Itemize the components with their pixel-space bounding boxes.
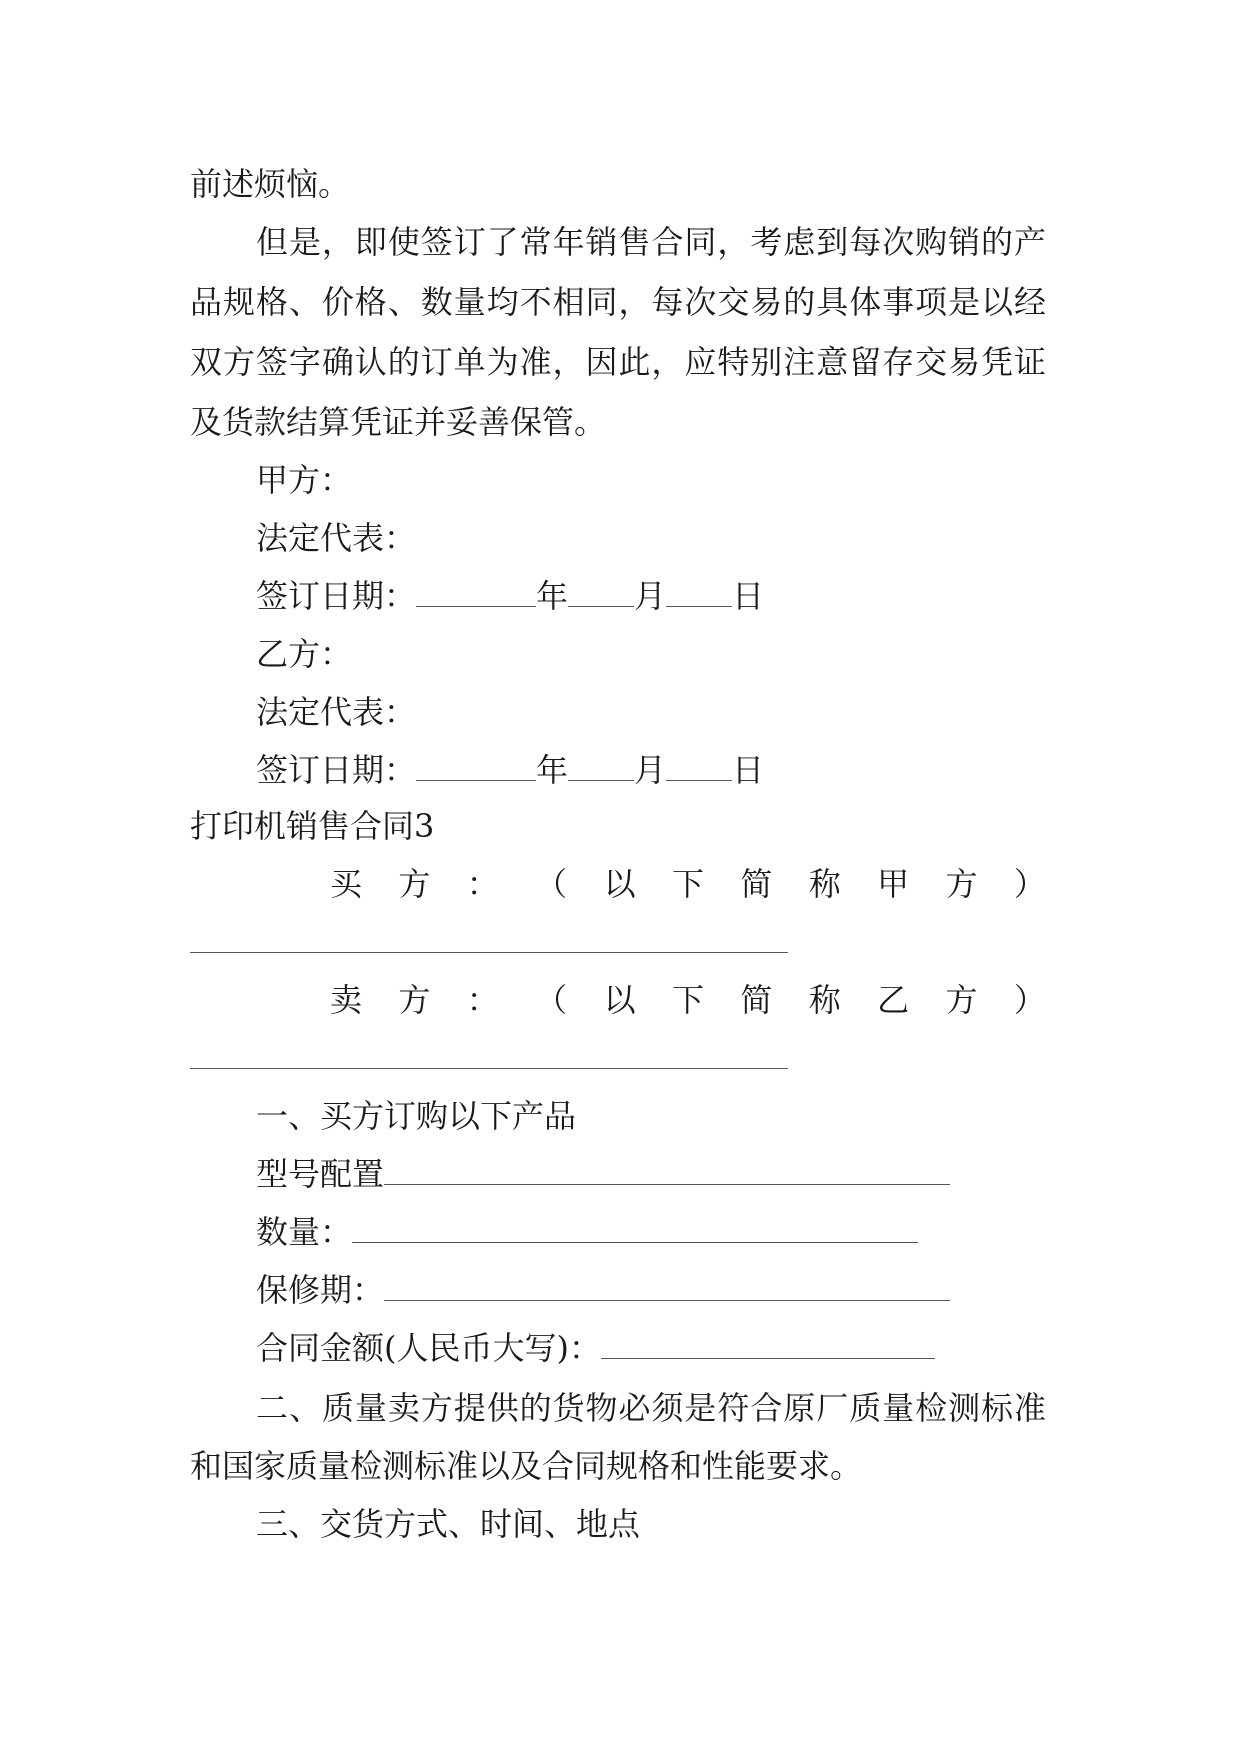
buyer-char: 方 [945,865,978,903]
warranty-blank [384,1270,950,1301]
buyer-char: 买 [330,865,363,903]
day-label: 日 [732,751,765,789]
seller-char: 方 [945,981,978,1019]
seller-char: 以 [603,981,636,1019]
amount-label: 合同金额(人民币大写)： [256,1329,601,1367]
day-blank [666,576,732,607]
quantity-label: 数量： [256,1213,353,1251]
seller-char: 卖 [330,981,363,1019]
month-label: 月 [634,751,667,789]
amount-line [256,1328,935,1368]
buyer-line [330,864,1046,904]
quantity-blank [352,1212,918,1243]
party-b-date-line [256,750,764,790]
buyer-char: ： [466,865,499,903]
section-2-line-2: 和国家质量检测标准以及合同规格和性能要求。 [190,1447,863,1485]
seller-char: 方 [398,981,431,1019]
year-label: 年 [536,577,569,615]
buyer-char: （ [535,865,568,903]
buyer-char: 以 [603,865,636,903]
year-label: 年 [536,751,569,789]
model-line [256,1154,950,1194]
seller-char: 简 [740,981,773,1019]
model-blank [384,1154,950,1185]
party-b-label: 乙方： [256,635,353,673]
date-label: 签订日期： [256,751,417,789]
seller-char: ： [466,981,499,1019]
buyer-char: 方 [398,865,431,903]
month-label: 月 [634,577,667,615]
seller-char: （ [535,981,568,1019]
party-a-label: 甲方： [256,461,353,499]
seller-blank [190,1068,788,1069]
year-blank [416,576,536,607]
day-blank [666,750,732,781]
model-label: 型号配置 [256,1155,385,1193]
buyer-blank [190,952,788,953]
party-b-rep-label: 法定代表： [256,693,417,731]
year-blank [416,750,536,781]
buyer-char: ） [1013,865,1046,903]
seller-line [330,980,1046,1020]
month-blank [568,750,634,781]
party-a-date-line [256,576,764,616]
buyer-char: 下 [671,865,704,903]
warranty-label: 保修期： [256,1271,385,1309]
seller-char: ） [1013,981,1046,1019]
paragraph-line-2: 品规格、价格、数量均不相同，每次交易的具体事项是以经 [190,283,1046,321]
seller-char: 称 [808,981,841,1019]
section-3-heading: 三、交货方式、时间、地点 [256,1505,641,1543]
party-a-rep-label: 法定代表： [256,519,417,557]
section-1-heading: 一、买方订购以下产品 [256,1097,577,1135]
quantity-line [256,1212,918,1252]
buyer-char: 甲 [877,865,910,903]
contract-title: 打印机销售合同3 [190,807,435,845]
buyer-char: 简 [740,865,773,903]
month-blank [568,576,634,607]
buyer-char: 称 [808,865,841,903]
paragraph-tail: 前述烦恼。 [190,165,351,203]
warranty-line [256,1270,950,1310]
section-2-line-1: 二、质量卖方提供的货物必须是符合原厂质量检测标准 [256,1389,1046,1427]
seller-char: 下 [671,981,704,1019]
seller-char: 乙 [877,981,910,1019]
date-label: 签订日期： [256,577,417,615]
day-label: 日 [732,577,765,615]
paragraph-line-1: 但是，即使签订了常年销售合同，考虑到每次购销的产 [256,223,1046,261]
paragraph-line-3: 双方签字确认的订单为准，因此，应特别注意留存交易凭证 [190,343,1046,381]
amount-blank [601,1328,935,1359]
paragraph-line-4: 及货款结算凭证并妥善保管。 [190,403,607,441]
